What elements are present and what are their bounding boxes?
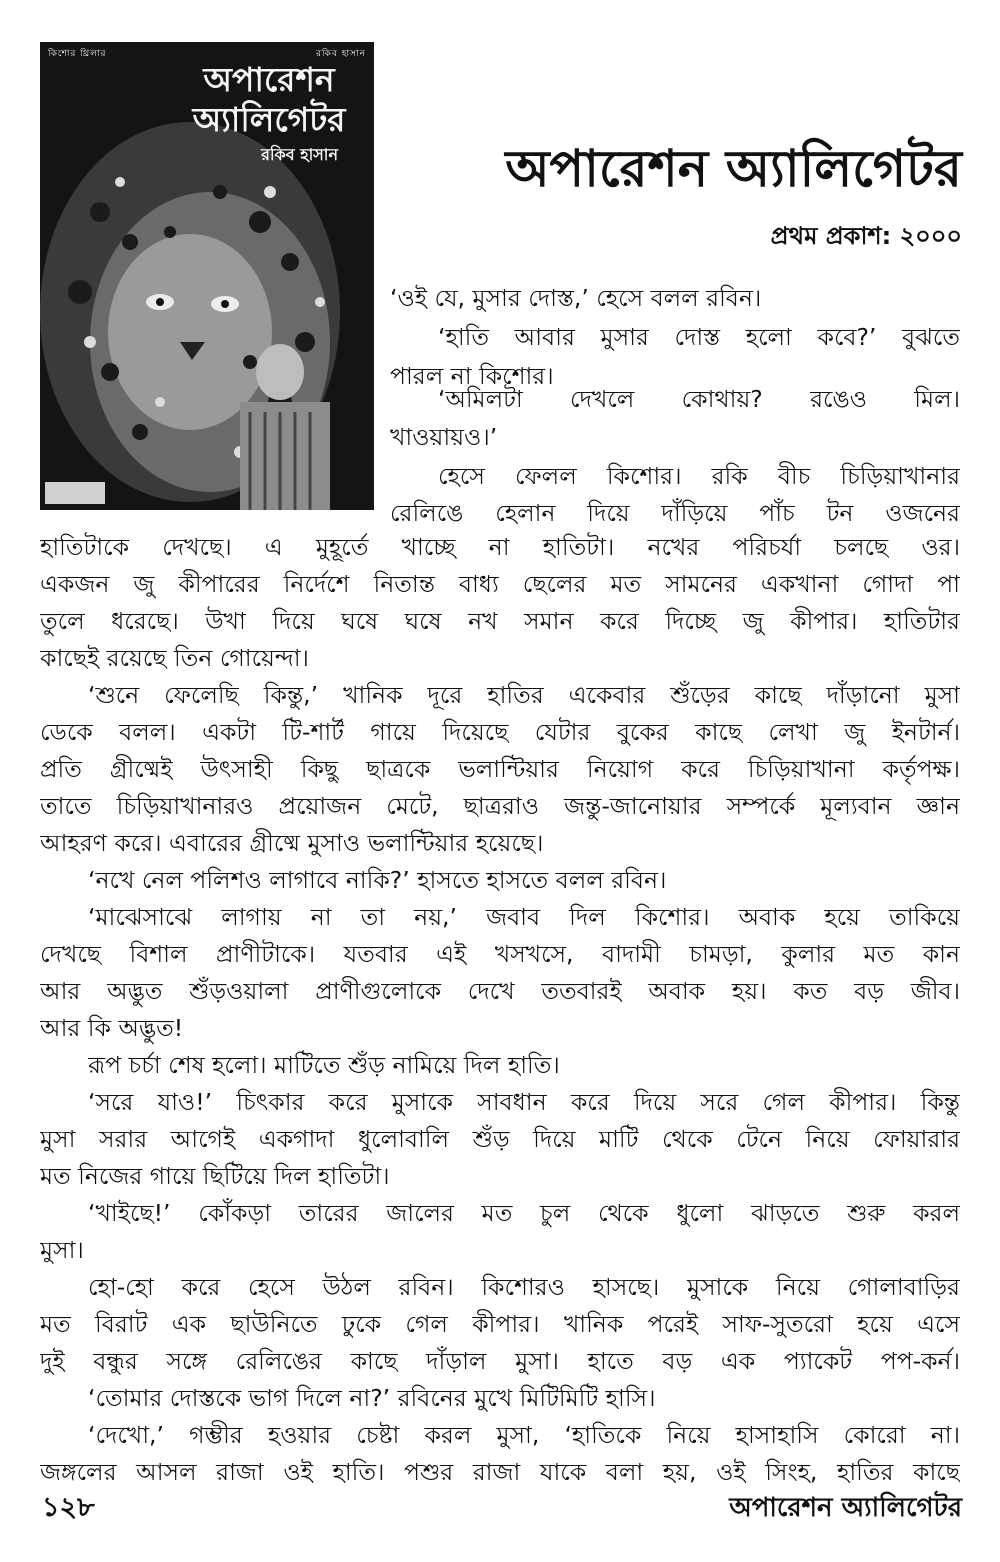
book-cover-image bbox=[40, 42, 374, 510]
running-title: অপারেশন অ্যালিগেটর bbox=[729, 1493, 962, 1523]
body-line: খাওয়ায়ও।’ bbox=[390, 423, 498, 451]
body-line: মত বিরাট এক ছাউনিতে ঢুকে গেল কীপার। খানিক পরেই সাফ-সুতরো হয়ে এসে bbox=[40, 1310, 960, 1338]
cover-series-text: কিশোর থ্রিলার bbox=[48, 49, 107, 59]
body-line: তাতে চিড়িয়াখানারও প্রয়োজন মেটে, ছাত্ররাও জন্তু-জানোয়ার সম্পর্কে মূল্যবান জ্ঞান bbox=[40, 792, 960, 820]
cover-series-author: রকিব হাসান bbox=[316, 49, 366, 59]
body-line: কাছেই রয়েছে তিন গোয়েন্দা। bbox=[40, 644, 309, 672]
body-line: হো-হো করে হেসে উঠল রবিন। কিশোরও হাসছে। মুসাকে নিয়ে গোলাবাড়ির bbox=[88, 1273, 960, 1301]
page-number: ১২৮ bbox=[42, 1492, 95, 1523]
body-line: ‘খাইছে!’ কোঁকড়া তারের জালের মত চুল থেকে ধুলো ঝাড়তে শুরু করল bbox=[88, 1199, 960, 1227]
body-line: একজন জু কীপারের নির্দেশে নিতান্ত বাধ্য ছেলের মত সামনের একখানা গোদা পা bbox=[40, 570, 960, 598]
cover-title-line1: অপারেশন bbox=[203, 60, 335, 99]
body-line: ‘সরে যাও!’ চিৎকার করে মুসাকে সাবধান করে দিয়ে সরে গেল কীপার। কিন্তু bbox=[88, 1088, 960, 1116]
body-line: ‘অমিলটা দেখলে কোথায়? রঙেও মিল। bbox=[438, 385, 960, 413]
body-line: হেসে ফেলল কিশোর। রকি বীচ চিড়িয়াখানার bbox=[438, 462, 960, 490]
body-line: মত নিজের গায়ে ছিটিয়ে দিল হাতিটা। bbox=[40, 1162, 390, 1190]
body-line: হাতিটাকে দেখছে। এ মুহূর্তে খাচ্ছে না হাতিটা। নখের পরিচর্যা চলছে ওর। bbox=[40, 533, 960, 561]
body-line: ‘হাতি আবার মুসার দোস্ত হলো কবে?’ বুঝতে bbox=[438, 323, 960, 351]
body-line: আর কি অদ্ভুত! bbox=[40, 1014, 184, 1042]
body-line: দুই বন্ধুর সঙ্গে রেলিঙের কাছে দাঁড়াল মুসা। হাতে বড় এক প্যাকেট পপ-কর্ন। bbox=[40, 1347, 960, 1375]
cover-title-line2: অ্যালিগেটর bbox=[192, 100, 346, 139]
cover-title bbox=[184, 60, 354, 140]
story-title: অপারেশন অ্যালিগেটর bbox=[505, 140, 962, 199]
body-line: ‘ওই যে, মুসার দোস্ত,’ হেসে বলল রবিন। bbox=[390, 284, 762, 312]
body-line: আর অদ্ভুত শুঁড়ওয়ালা প্রাণীগুলোকে দেখে ততবারই অবাক হয়। কত বড় জীব। bbox=[40, 977, 960, 1005]
body-line: দেখছে বিশাল প্রাণীটাকে। যতবার এই খসখসে, বাদামী চামড়া, কুলার মত কান bbox=[40, 940, 960, 968]
body-line: ‘শুনে ফেলেছি কিন্তু,’ খানিক দূরে হাতির একেবার শুঁড়ের কাছে দাঁড়ানো মুসা bbox=[88, 681, 960, 709]
body-line: তুলে ধরেছে। উখা দিয়ে ঘষে ঘষে নখ সমান করে দিচ্ছে জু কীপার। হাতিটার bbox=[40, 607, 960, 635]
cover-author: রকিব হাসান bbox=[261, 145, 338, 164]
body-line: পারল না কিশোর। bbox=[390, 362, 554, 390]
body-line: প্রতি গ্রীষ্মেই উৎসাহী কিছু ছাত্রকে ভলান্টিয়ার নিয়োগ করে চিড়িয়াখানা কর্তৃপক্ষ। bbox=[40, 755, 960, 783]
body-line: জঙ্গলের আসল রাজা ওই হাতি। পশুর রাজা যাকে বলা হয়, ওই সিংহ, হাতির কাছে bbox=[40, 1458, 960, 1486]
body-line: ‘দেখো,’ গম্ভীর হওয়ার চেষ্টা করল মুসা, ‘হাতিকে নিয়ে হাসাহাসি কোরো না। bbox=[88, 1421, 960, 1449]
body-line: মুসা সরার আগেই একগাদা ধুলোবালি শুঁড় দিয়ে মাটি থেকে টেনে নিয়ে ফোয়ারার bbox=[40, 1125, 960, 1153]
body-line: ‘নখে নেল পলিশও লাগাবে নাকি?’ হাসতে হাসতে বলল রবিন। bbox=[88, 866, 667, 894]
body-line: ডেকে বলল। একটা টি-শার্ট গায়ে দিয়েছে যেটার বুকের কাছে লেখা জু ইনটার্ন। bbox=[40, 718, 960, 746]
body-line: ‘মাঝেসাঝে লাগায় না তা নয়,’ জবাব দিল কিশোর। অবাক হয়ে তাকিয়ে bbox=[88, 903, 960, 931]
body-line: রূপ চর্চা শেষ হলো। মাটিতে শুঁড় নামিয়ে দিল হাতি। bbox=[88, 1051, 560, 1079]
body-line: ‘তোমার দোস্তকে ভাগ দিলে না?’ রবিনের মুখে মিটিমিটি হাসি। bbox=[88, 1384, 656, 1412]
body-line: আহরণ করে। এবারের গ্রীষ্মে মুসাও ভলান্টিয়ার হয়েছে। bbox=[40, 829, 544, 857]
body-line: রেলিঙে হেলান দিয়ে দাঁড়িয়ে পাঁচ টন ওজনের bbox=[390, 499, 960, 527]
body-line: মুসা। bbox=[40, 1236, 84, 1264]
first-publication-date: প্রথম প্রকাশ: ২০০০ bbox=[770, 222, 962, 250]
